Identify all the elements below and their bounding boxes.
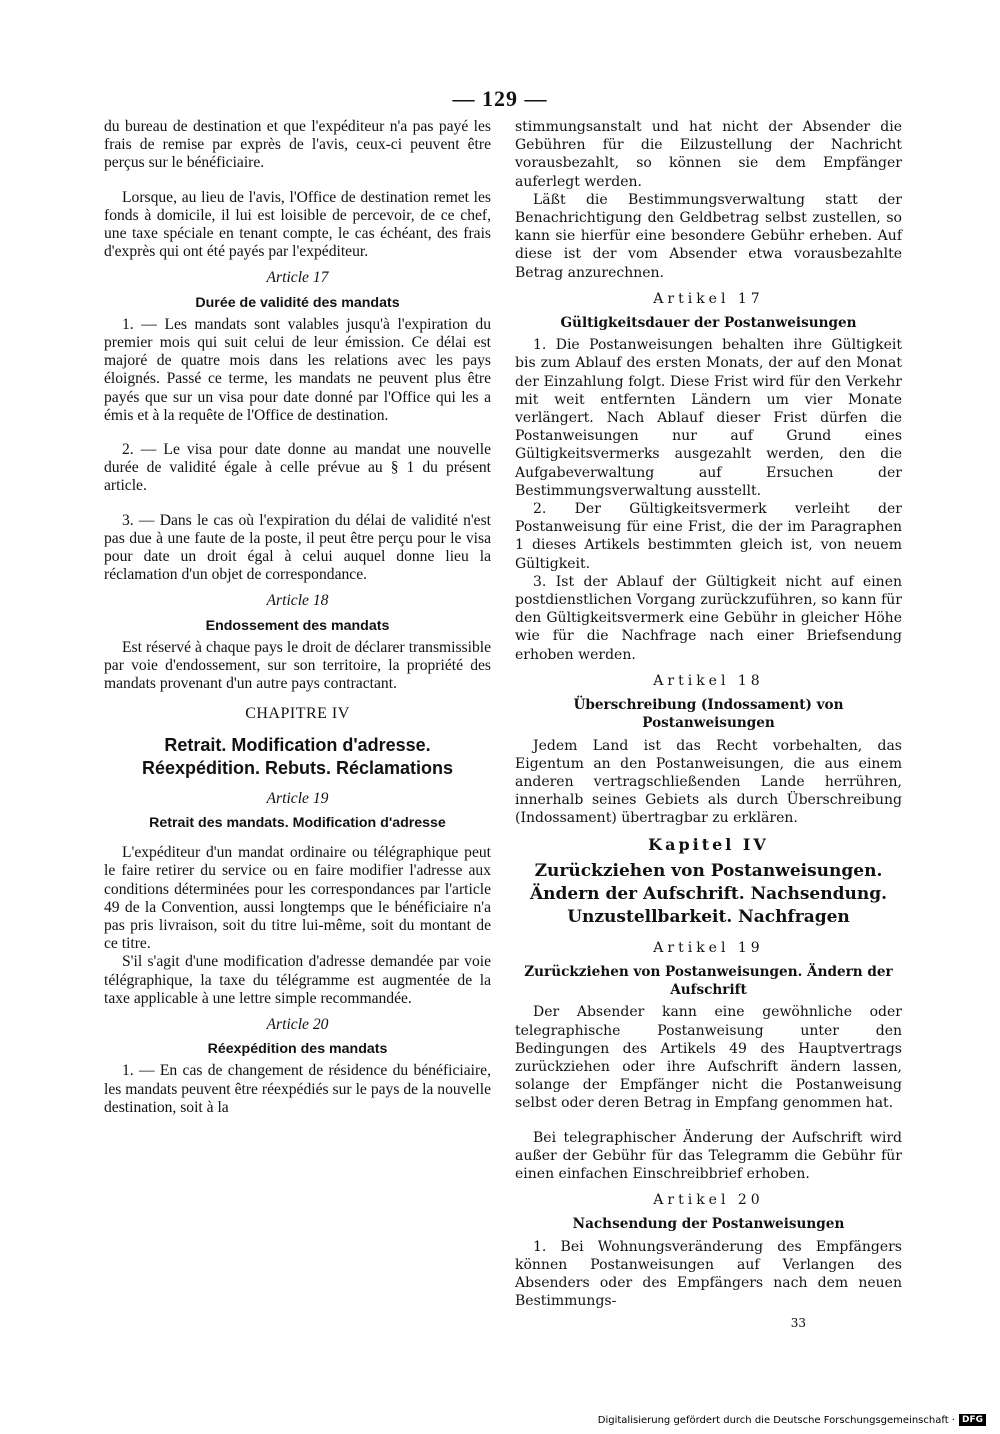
fr-article-17-p3: 3. — Dans le cas où l'expiration du délai de validité n'est pas due à une faute de la poste, il peut être perçu pour le visa pour date un droit égal à celui auquel donne lieu la réclamation d'un objet de correspondance.: [104, 511, 491, 584]
de-article-17-p3: 3. Ist der Ablauf der Gültigkeit nicht auf einen postdienstlichen Vorgang zurückzuführen, so kann für den Gültigkeitsvermerk eine Gebühr in gleicher Höhe wie für die Nachfrage nach einer Briefsendung erhoben werden.: [515, 573, 902, 663]
de-article-19-p1: Der Absender kann eine gewöhnliche oder telegraphische Postanweisung unter den Bedingungen des Artikels 49 des Hauptvertrags zurückziehen oder ihre Aufschrift ändern lassen, solange der Empfänger nicht die Postanweisung selbst oder deren Betrag in Empfang genommen hat.: [515, 1004, 902, 1112]
de-paragraph-remise: Läßt die Bestimmungsverwaltung statt der Benachrichtigung den Geldbetrag selbst zustellen, so kann sie hierfür eine besondere Gebühr erheben. Auf diese ist der vom Absender etwa vorausbezahlte Betrag anzurechnen.: [515, 191, 902, 281]
french-column: [104, 118, 491, 1117]
fr-article-19-title: Retrait des mandats. Modification d'adresse: [149, 814, 446, 831]
de-article-17-heading: Artikel 17: [653, 290, 764, 307]
de-article-19-title: Zurückziehen von Postanweisungen. Ändern der Aufschrift: [524, 963, 893, 999]
de-article-18-heading: Artikel 18: [653, 672, 764, 689]
fr-article-18-p: Est réservé à chaque pays le droit de déclarer transmissible par voie d'endossement, sur son territoire, la propriété des mandats provenant d'un autre pays contractant.: [104, 638, 491, 693]
de-article-17-title: Gültigkeitsdauer der Postanweisungen: [560, 315, 857, 332]
page-number: — 129 —: [452, 86, 548, 111]
fr-article-17-heading: Article 17: [266, 269, 329, 287]
fr-chapter-heading: CHAPITRE IV: [245, 705, 350, 723]
de-article-19-p2: Bei telegraphischer Änderung der Aufschrift wird außer der Gebühr für das Telegramm die Gebühr für einen einfachen Einschreibbrief erhoben.: [515, 1129, 902, 1182]
dfg-logo: DFG: [959, 1414, 986, 1426]
fr-article-20-title: Réexpédition des mandats: [207, 1041, 388, 1058]
fr-article-17-title: Durée de validité des mandats: [195, 294, 400, 311]
de-article-19-heading: Artikel 19: [653, 939, 764, 956]
sheet-number: 33: [790, 1316, 806, 1331]
de-chapter-heading: Kapitel IV: [648, 834, 769, 854]
de-article-20-p1: 1. Bei Wohnungsveränderung des Empfängers können Postanweisungen auf Verlangen des Absenders oder des Empfängers nach dem neuen Bestimmungs-: [515, 1238, 902, 1310]
german-column: [515, 118, 902, 1333]
de-article-20-title: Nachsendung der Postanweisungen: [572, 1216, 845, 1233]
credit-text: Digitalisierung gefördert durch die Deutsche Forschungsgemeinschaft ·: [597, 1414, 955, 1426]
fr-article-19-p2: S'il s'agit d'une modification d'adresse demandée par voie télégraphique, la taxe du télégramme est augmentée de la taxe applicable à une lettre simple recommandée.: [104, 953, 491, 1007]
de-article-18-p: Jedem Land ist das Recht vorbehalten, das Eigentum an den Postanweisungen, die aus einem anderen vertragschließenden Lande herrühren, innerhalb seines Gebiets als durch Überschreibung (Indossament) übertragbar zu erklären.: [515, 737, 902, 827]
de-article-18-title: Überschreibung (Indossament) von Postanweisungen: [573, 697, 844, 732]
de-paragraph-top: stimmungsanstalt und hat nicht der Absender die Gebühren für die Eilzustellung der Nachricht vorausbezahlt, so können sie dem Empfänger auferlegt werden.: [515, 119, 902, 190]
fr-article-17-p2: 2. — Le visa pour date donne au mandat une nouvelle durée de validité égale à celle prévue au § 1 du présent article.: [104, 441, 491, 495]
fr-paragraph-top: du bureau de destination et que l'expéditeur n'a pas payé les frais de remise par exprès de l'avis, ceux-ci peuvent être perçus sur le bénéficiaire.: [104, 118, 491, 172]
de-chapter-title: Zurückziehen von Postanweisungen. Ändern der Aufschrift. Nachsendung. Unzustellbarkeit. Nachfragen: [529, 860, 888, 927]
fr-article-17-p1: 1. — Les mandats sont valables jusqu'à l'expiration du premier mois qui suit celui de leur émission. Ce délai est majoré de quatre mois dans les relations avec les pays éloignés. Passé ce terme, les mandats ne peuvent plus être payés que sur un visa pour date donné par l'Office qui les a émis et à la requête de l'Office de destination.: [104, 315, 491, 424]
fr-article-19-p1: L'expéditeur d'un mandat ordinaire ou télégraphique peut le faire retirer du service ou en faire modifier l'adresse aux conditions déterminées pour les correspondances par l'article 49 de la Convention, aussi longtemps que le bénéficiaire n'a pas pris livraison, soit du titre lui-même, soit du montant de ce titre.: [104, 844, 491, 953]
fr-paragraph-remise: Lorsque, au lieu de l'avis, l'Office de destination remet les fonds à domicile, il lui est loisible de percevoir, de ce chef, une taxe spéciale en tenant compte, le cas échéant, des frais d'exprès qui ont été payés par l'expéditeur.: [104, 188, 491, 261]
fr-chapter-title: Retrait. Modification d'adresse. Réexpédition. Rebuts. Réclamations: [141, 734, 454, 778]
de-article-17-p1: 1. Die Postanweisungen behalten ihre Gültigkeit bis zum Ablauf des ersten Monats, der auf den Monat der Einzahlung folgt. Diese Frist wird für den Verkehr mit weit entfernten Ländern um vier Monate verlängert. Nach Ablauf dieser Frist dürfen die Postanweisungen nur auf Grund eines Gültigkeitsvermerks ausgezahlt werden, den die Aufgabeverwaltung auf Ersuchen der Bestimmungsverwaltung ausstellt.: [515, 337, 902, 499]
fr-article-20-heading: Article 20: [266, 1015, 329, 1033]
de-article-17-p2: 2. Der Gültigkeitsvermerk verleiht der Postanweisung für eine Frist, die der im Paragraphen 1 dieses Artikels bestimmten gleich ist, von neuem Gültigkeit.: [515, 501, 902, 572]
de-article-20-heading: Artikel 20: [653, 1192, 764, 1209]
fr-article-20-p1: 1. — En cas de changement de résidence du bénéficiaire, les mandats peuvent être réexpédiés sur le pays de la nouvelle destination, soit à la: [104, 1062, 491, 1116]
fr-article-18-heading: Article 18: [266, 592, 329, 610]
digitization-credit: [598, 1414, 986, 1426]
fr-article-19-heading: Article 19: [266, 789, 329, 807]
fr-article-18-title: Endossement des mandats: [205, 617, 390, 634]
